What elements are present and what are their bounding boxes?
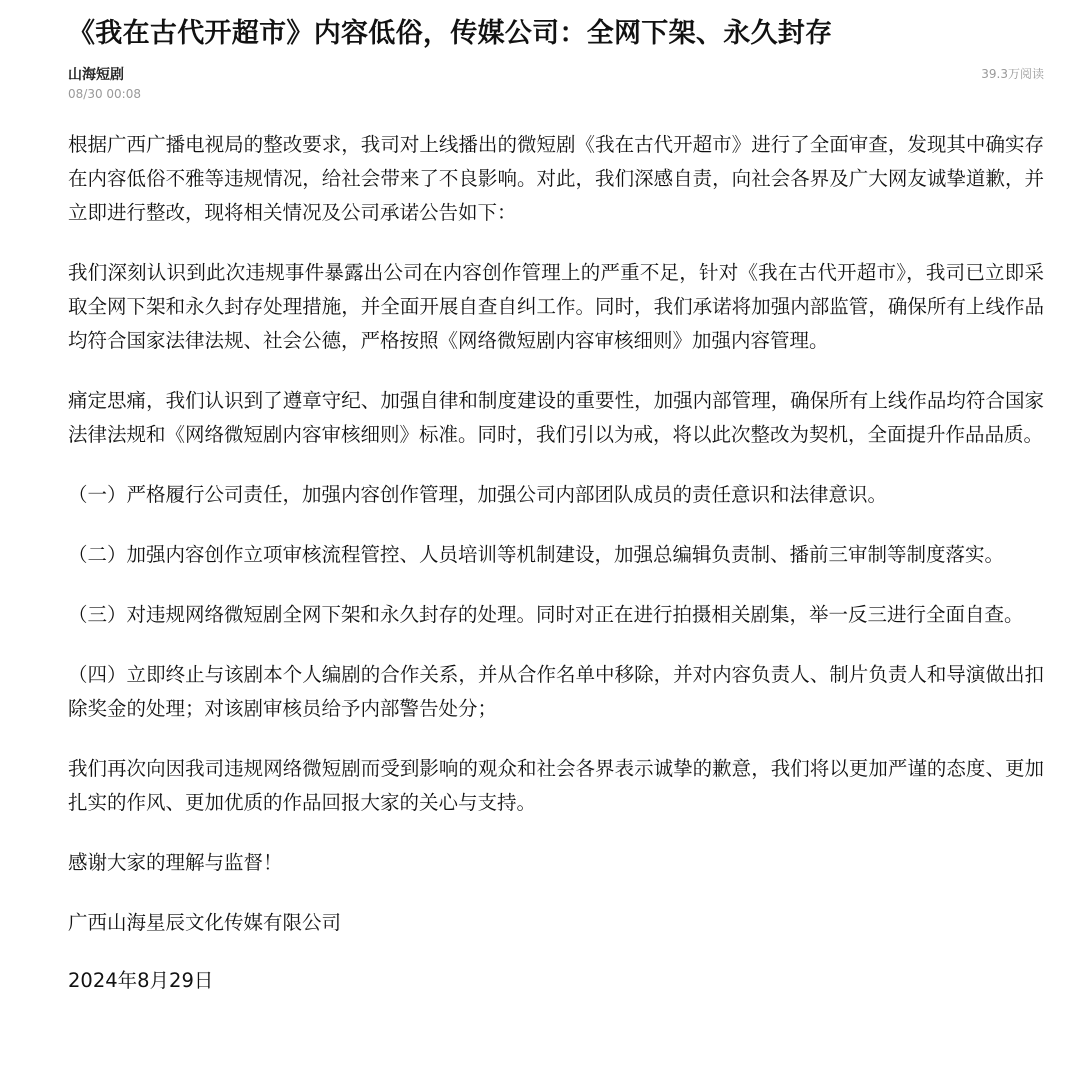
paragraph-measures: 我们深刻认识到此次违规事件暴露出公司在内容创作管理上的严重不足，针对《我在古代开超市》，我司已立即采取全网下架和永久封存处理措施，并全面开展自查自纠工作。同时，我们承诺将加强内部监管，确保所有上线作品均符合国家法律法规、社会公德，严格按照《网络微短剧内容审核细则》加强内容管理。 <box>68 261 1044 352</box>
article <box>68 0 1044 1022</box>
publish-date: 08/30 00:08 <box>68 87 141 101</box>
paragraph-item-3: （三）对违规网络微短剧全网下架和永久封存的处理。同时对正在进行拍摄相关剧集，举一反三进行全面自查。 <box>68 603 1024 626</box>
article-title: 《我在古代开超市》内容低俗，传媒公司：全网下架、永久封存 <box>68 18 833 49</box>
paragraph-item-2: （二）加强内容创作立项审核流程管控、人员培训等机制建设，加强总编辑负责制、播前三审制等制度落实。 <box>68 543 1005 566</box>
paragraph-apology: 我们再次向因我司违规网络微短剧而受到影响的观众和社会各界表示诚挚的歉意，我们将以更加严谨的态度、更加扎实的作风、更加优质的作品回报大家的关心与支持。 <box>68 757 1044 814</box>
paragraph-thanks: 感谢大家的理解与监督！ <box>68 851 283 874</box>
paragraph-reflection: 痛定思痛，我们认识到了遵章守纪、加强自律和制度建设的重要性，加强内部管理，确保所有上线作品均符合国家法律法规和《网络微短剧内容审核细则》标准。同时，我们引以为戒，将以此次整改为契机，全面提升作品品质。 <box>68 389 1044 446</box>
paragraph-intro: 根据广西广播电视局的整改要求，我司对上线播出的微短剧《我在古代开超市》进行了全面审查，发现其中确实存在内容低俗不雅等违规情况，给社会带来了不良影响。对此，我们深感自责，向社会各界及广大网友诚挚道歉，并立即进行整改，现将相关情况及公司承诺公告如下： <box>68 133 1044 224</box>
signature-company: 广西山海星辰文化传媒有限公司 <box>68 911 342 934</box>
article-meta <box>68 66 1044 106</box>
author-name[interactable]: 山海短剧 <box>68 67 124 83</box>
signature-date: 2024年8月29日 <box>68 969 214 992</box>
article-body <box>68 128 1044 998</box>
paragraph-item-1: （一）严格履行公司责任，加强内容创作管理，加强公司内部团队成员的责任意识和法律意识。 <box>68 483 888 506</box>
read-count: 39.3万阅读 <box>981 67 1044 81</box>
paragraph-item-4: （四）立即终止与该剧本个人编剧的合作关系，并从合作名单中移除，并对内容负责人、制片负责人和导演做出扣除奖金的处理；对该剧审核员给予内部警告处分； <box>68 663 1044 720</box>
